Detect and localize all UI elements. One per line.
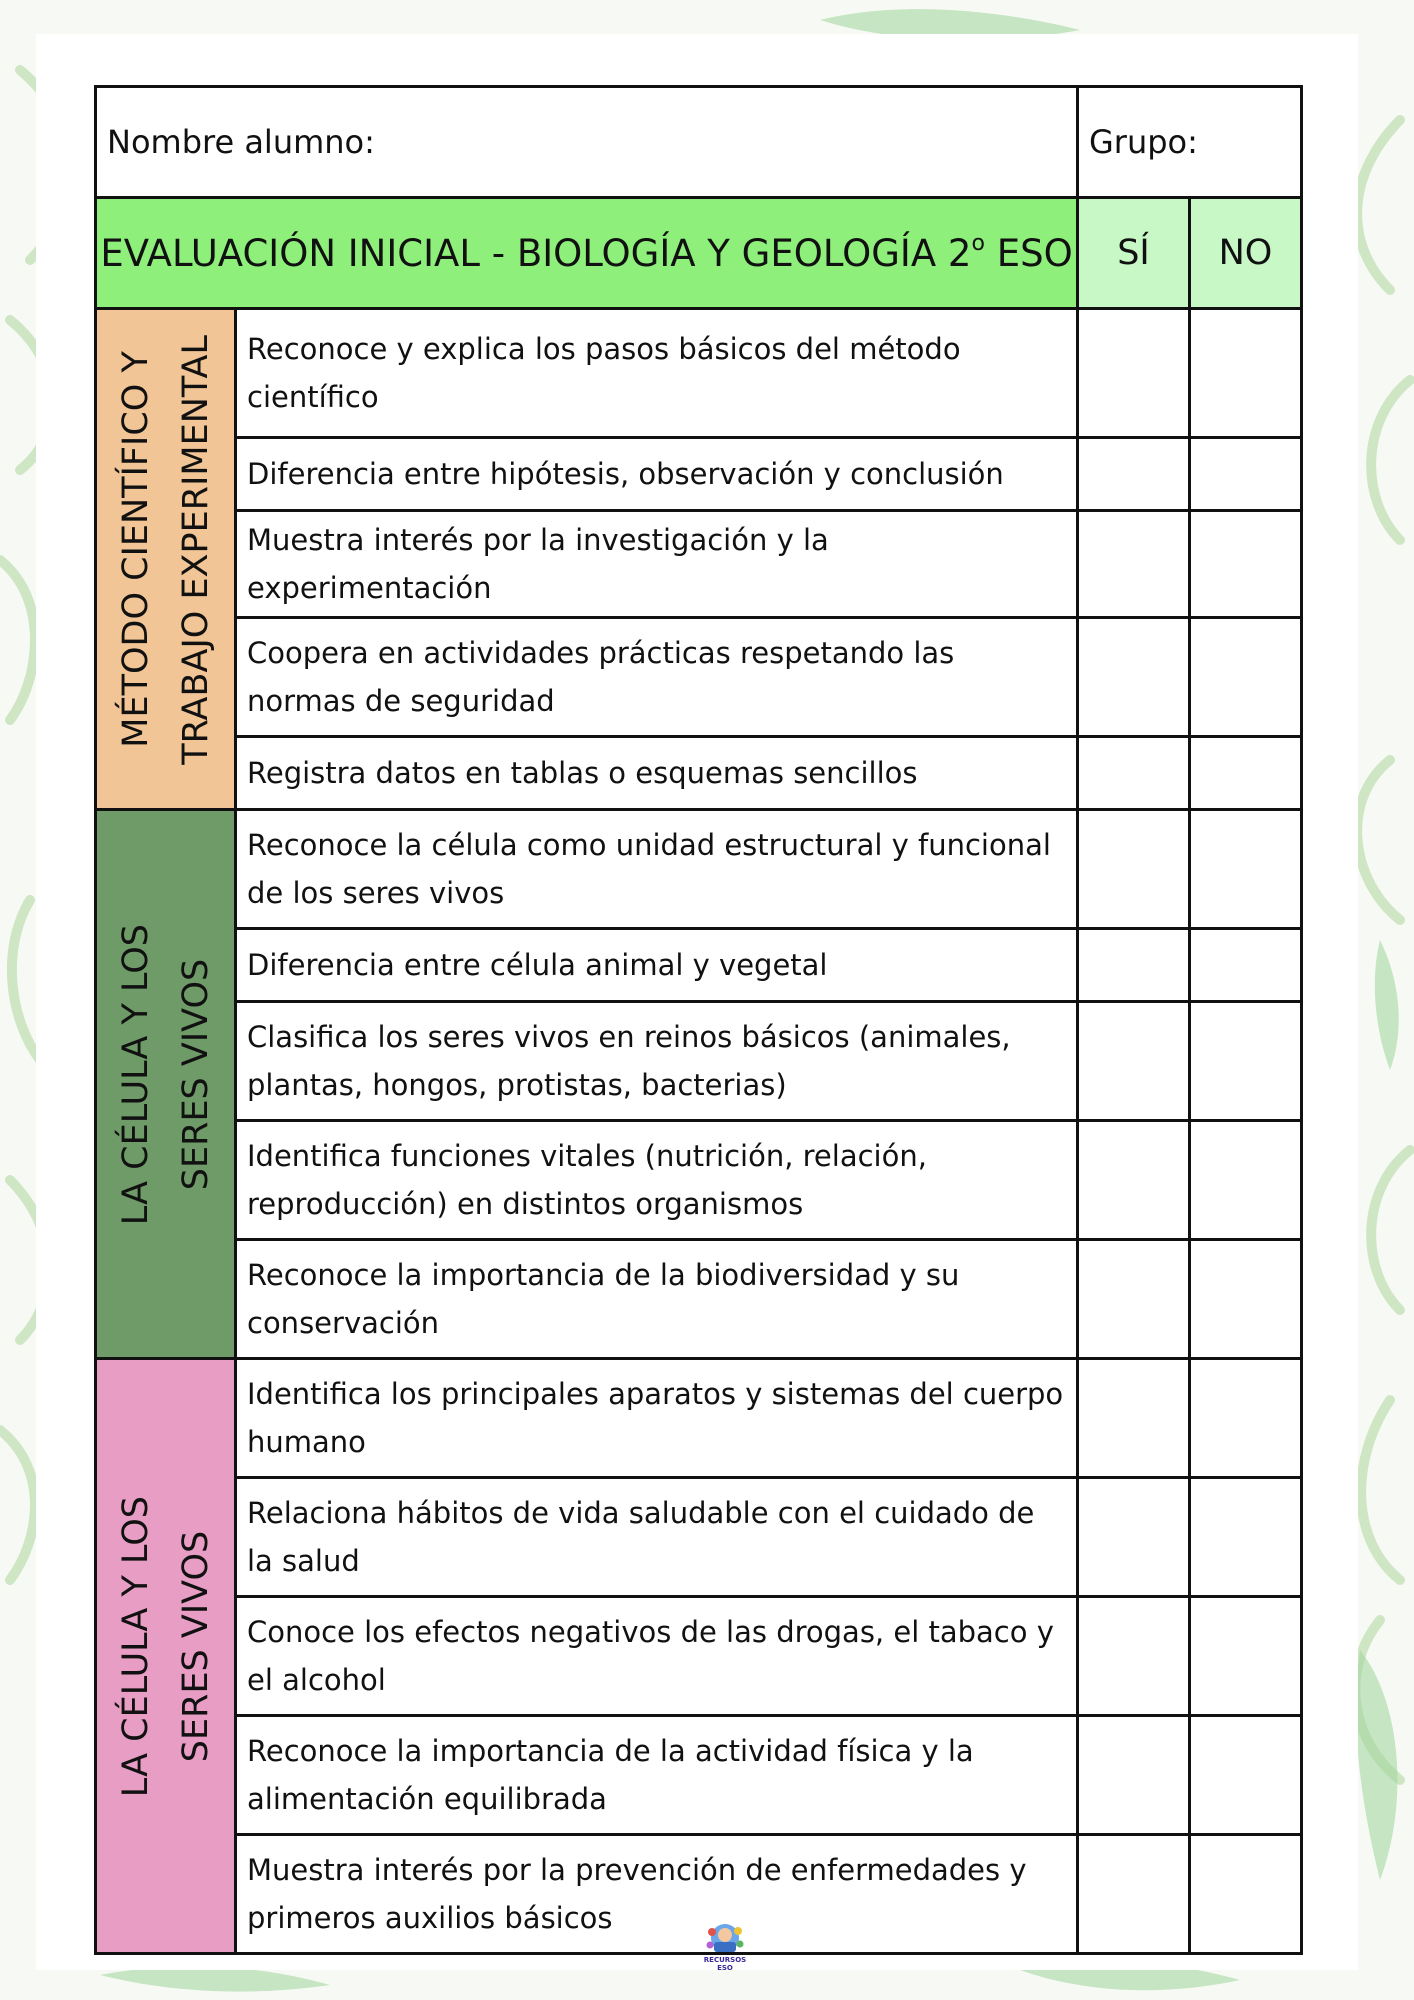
- section-label-text: [106, 924, 226, 1225]
- no-checkbox-cell[interactable]: [1190, 1002, 1302, 1121]
- criterion-text: Diferencia entre hipótesis, observación y conclusión: [236, 438, 1078, 511]
- table-row: [96, 309, 1302, 438]
- evaluation-table: [94, 85, 1303, 1955]
- table-row: [96, 1478, 1302, 1597]
- table-row: [96, 1002, 1302, 1121]
- criterion-text: Reconoce la importancia de la biodiversidad y su conservación: [236, 1240, 1078, 1359]
- student-header-row: [96, 87, 1302, 198]
- no-checkbox-cell[interactable]: [1190, 1835, 1302, 1954]
- student-name-field[interactable]: [96, 87, 1078, 198]
- section-label-line2: SERES VIVOS: [175, 1530, 216, 1763]
- section-label-line2: SERES VIVOS: [175, 958, 216, 1191]
- yes-checkbox-cell[interactable]: [1078, 1478, 1190, 1597]
- criterion-text: Identifica los principales aparatos y sistemas del cuerpo humano: [236, 1359, 1078, 1478]
- criterion-text: Muestra interés por la investigación y la experimentación: [236, 511, 1078, 618]
- criterion-text: Reconoce la célula como unidad estructural y funcional de los seres vivos: [236, 810, 1078, 929]
- no-checkbox-cell[interactable]: [1190, 929, 1302, 1002]
- yes-checkbox-cell[interactable]: [1078, 1597, 1190, 1716]
- yes-checkbox-cell[interactable]: [1078, 1359, 1190, 1478]
- yes-column-header: SÍ: [1078, 198, 1190, 309]
- section-label-line1: MÉTODO CIENTÍFICO Y: [115, 351, 156, 748]
- no-checkbox-cell[interactable]: [1190, 810, 1302, 929]
- section-label-line1: LA CÉLULA Y LOS: [115, 1495, 156, 1798]
- yes-checkbox-cell[interactable]: [1078, 1240, 1190, 1359]
- section-label: [96, 810, 236, 1359]
- table-row: [96, 737, 1302, 810]
- no-checkbox-cell[interactable]: [1190, 1359, 1302, 1478]
- no-checkbox-cell[interactable]: [1190, 1597, 1302, 1716]
- no-checkbox-cell[interactable]: [1190, 618, 1302, 737]
- criterion-text: Registra datos en tablas o esquemas sencillos: [236, 737, 1078, 810]
- table-row: [96, 1240, 1302, 1359]
- table-row: [96, 1597, 1302, 1716]
- yes-checkbox-cell[interactable]: [1078, 618, 1190, 737]
- section-label-line1: LA CÉLULA Y LOS: [115, 923, 156, 1226]
- criterion-text: Conoce los efectos negativos de las drogas, el tabaco y el alcohol: [236, 1597, 1078, 1716]
- yes-checkbox-cell[interactable]: [1078, 810, 1190, 929]
- table-row: [96, 1716, 1302, 1835]
- no-checkbox-cell[interactable]: [1190, 438, 1302, 511]
- criterion-text: Diferencia entre célula animal y vegetal: [236, 929, 1078, 1002]
- criterion-text: Coopera en actividades prácticas respetando las normas de seguridad: [236, 618, 1078, 737]
- section-label-text: [106, 1496, 226, 1797]
- table-row: [96, 929, 1302, 1002]
- table-row: [96, 1121, 1302, 1240]
- section-label: [96, 309, 236, 810]
- group-field[interactable]: [1078, 87, 1302, 198]
- no-checkbox-cell[interactable]: [1190, 1240, 1302, 1359]
- recursos-eso-logo: [700, 1922, 750, 1976]
- title-superscript: o: [971, 231, 985, 256]
- criterion-text: Reconoce la importancia de la actividad física y la alimentación equilibrada: [236, 1716, 1078, 1835]
- criterion-text: Identifica funciones vitales (nutrición, relación, reproducción) en distintos organismos: [236, 1121, 1078, 1240]
- no-checkbox-cell[interactable]: [1190, 511, 1302, 618]
- yes-checkbox-cell[interactable]: [1078, 309, 1190, 438]
- title-suffix: ESO: [984, 232, 1073, 275]
- student-name-label: Nombre alumno:: [107, 123, 375, 161]
- table-row: [96, 438, 1302, 511]
- yes-checkbox-cell[interactable]: [1078, 1835, 1190, 1954]
- no-checkbox-cell[interactable]: [1190, 1716, 1302, 1835]
- criterion-text: Clasifica los seres vivos en reinos básicos (animales, plantas, hongos, protistas, bacterias): [236, 1002, 1078, 1121]
- no-checkbox-cell[interactable]: [1190, 1121, 1302, 1240]
- yes-checkbox-cell[interactable]: [1078, 1716, 1190, 1835]
- yes-checkbox-cell[interactable]: [1078, 929, 1190, 1002]
- criterion-text: Reconoce y explica los pasos básicos del método científico: [236, 309, 1078, 438]
- yes-checkbox-cell[interactable]: [1078, 737, 1190, 810]
- yes-checkbox-cell[interactable]: [1078, 1002, 1190, 1121]
- logo-text-line2: ESO: [717, 1964, 733, 1972]
- no-column-header: NO: [1190, 198, 1302, 309]
- criterion-text: Relaciona hábitos de vida saludable con el cuidado de la salud: [236, 1478, 1078, 1597]
- table-row: [96, 618, 1302, 737]
- table-row: [96, 1835, 1302, 1954]
- section-label-text: [106, 335, 226, 765]
- section-label-line2: TRABAJO EXPERIMENTAL: [175, 334, 216, 765]
- logo-text-line1: RECURSOS: [703, 1956, 747, 1964]
- yes-checkbox-cell[interactable]: [1078, 438, 1190, 511]
- no-checkbox-cell[interactable]: [1190, 737, 1302, 810]
- table-row: [96, 1359, 1302, 1478]
- logo-icon: [700, 1922, 750, 1958]
- no-checkbox-cell[interactable]: [1190, 1478, 1302, 1597]
- page-title: [96, 198, 1078, 309]
- section-label: [96, 1359, 236, 1954]
- table-row: [96, 810, 1302, 929]
- yes-checkbox-cell[interactable]: [1078, 511, 1190, 618]
- group-label: Grupo:: [1089, 123, 1198, 161]
- yes-checkbox-cell[interactable]: [1078, 1121, 1190, 1240]
- table-row: [96, 511, 1302, 618]
- criterion-text: Muestra interés por la prevención de enfermedades y primeros auxilios básicos: [236, 1835, 1078, 1954]
- no-checkbox-cell[interactable]: [1190, 309, 1302, 438]
- title-row: [96, 198, 1302, 309]
- title-main: EVALUACIÓN INICIAL - BIOLOGÍA Y GEOLOGÍA 2: [100, 232, 972, 275]
